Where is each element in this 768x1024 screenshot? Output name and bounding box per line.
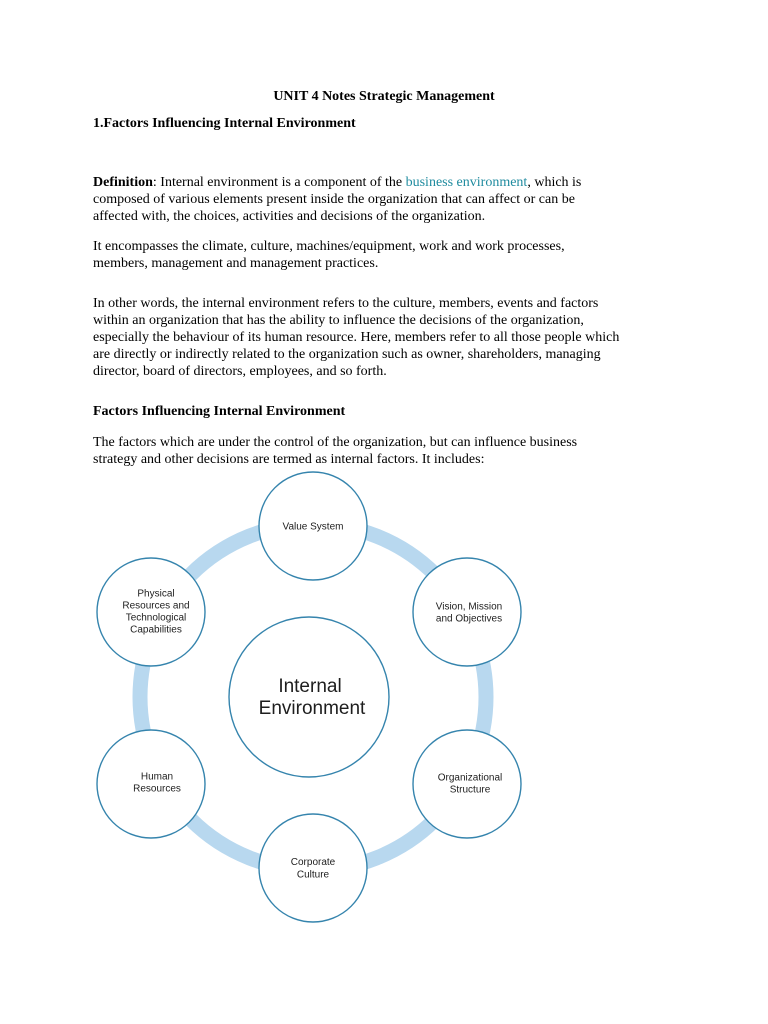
paragraph-line: are directly or indirectly related to the organization such as owner, shareholders, managing xyxy=(93,347,601,362)
business-environment-link[interactable]: business environment xyxy=(405,175,528,190)
node-label: Technological xyxy=(125,612,187,624)
paragraph-line: especially the behaviour of its human resource. Here, members refer to all those people which xyxy=(93,330,620,345)
encompasses-paragraph xyxy=(93,238,565,272)
paragraph-line: within an organization that has the ability to influence the decisions of the organization, xyxy=(93,313,584,328)
definition-line: affected with, the choices, activities and decisions of the organization. xyxy=(93,209,486,224)
node-label: Culture xyxy=(296,869,330,881)
definition-label: Definition xyxy=(93,175,153,190)
node-label: Resources and xyxy=(122,600,190,612)
other-words-paragraph xyxy=(93,295,619,380)
definition-text-suffix: , which is xyxy=(527,175,582,190)
document-title: UNIT 4 Notes Strategic Management xyxy=(273,89,495,104)
center-label-line: Environment xyxy=(258,698,366,719)
paragraph-line: The factors which are under the control of the organization, but can influence business xyxy=(93,435,578,450)
node-organizational-structure xyxy=(413,730,521,838)
node-value-system xyxy=(259,472,367,580)
node-label: Organizational xyxy=(437,772,503,784)
node-label: Capabilities xyxy=(130,624,182,636)
definition-line xyxy=(93,174,581,191)
internal-environment-diagram xyxy=(0,465,768,935)
center-node xyxy=(229,617,389,777)
definition-paragraph xyxy=(93,174,581,225)
node-corporate-culture xyxy=(259,814,367,922)
node-label: Value System xyxy=(282,521,344,533)
definition-text-prefix: : Internal environment is a component of the xyxy=(152,175,406,190)
paragraph-line: director, board of directors, employees, and so forth. xyxy=(93,364,387,379)
node-label: Physical xyxy=(137,588,175,600)
node-label: Human xyxy=(140,771,174,783)
center-label-line: Internal xyxy=(278,676,342,697)
node-vision-mission-objectives xyxy=(413,558,521,666)
node-label: Corporate xyxy=(290,857,336,868)
node-physical-technological xyxy=(97,558,205,666)
paragraph-line: In other words, the internal environment refers to the culture, members, events and factors xyxy=(93,296,599,311)
node-circle xyxy=(259,814,367,922)
center-circle xyxy=(229,617,389,777)
definition-line: composed of various elements present inside the organization that can affect or can be xyxy=(93,192,575,207)
factors-paragraph xyxy=(93,434,577,468)
subheading: Factors Influencing Internal Environment xyxy=(93,404,346,419)
node-label: Resources xyxy=(133,783,181,795)
node-label: and Objectives xyxy=(435,613,503,625)
paragraph-line: It encompasses the climate, culture, machines/equipment, work and work processes, xyxy=(93,239,565,254)
paragraph-line: strategy and other decisions are termed as internal factors. It includes: xyxy=(93,452,485,467)
paragraph-line: members, management and management practices. xyxy=(93,256,379,271)
node-label: Structure xyxy=(449,784,491,796)
section-heading: 1.Factors Influencing Internal Environment xyxy=(93,116,356,131)
node-human-resources xyxy=(97,730,205,838)
diagram-canvas xyxy=(0,465,768,935)
node-label: Vision, Mission xyxy=(435,601,503,613)
